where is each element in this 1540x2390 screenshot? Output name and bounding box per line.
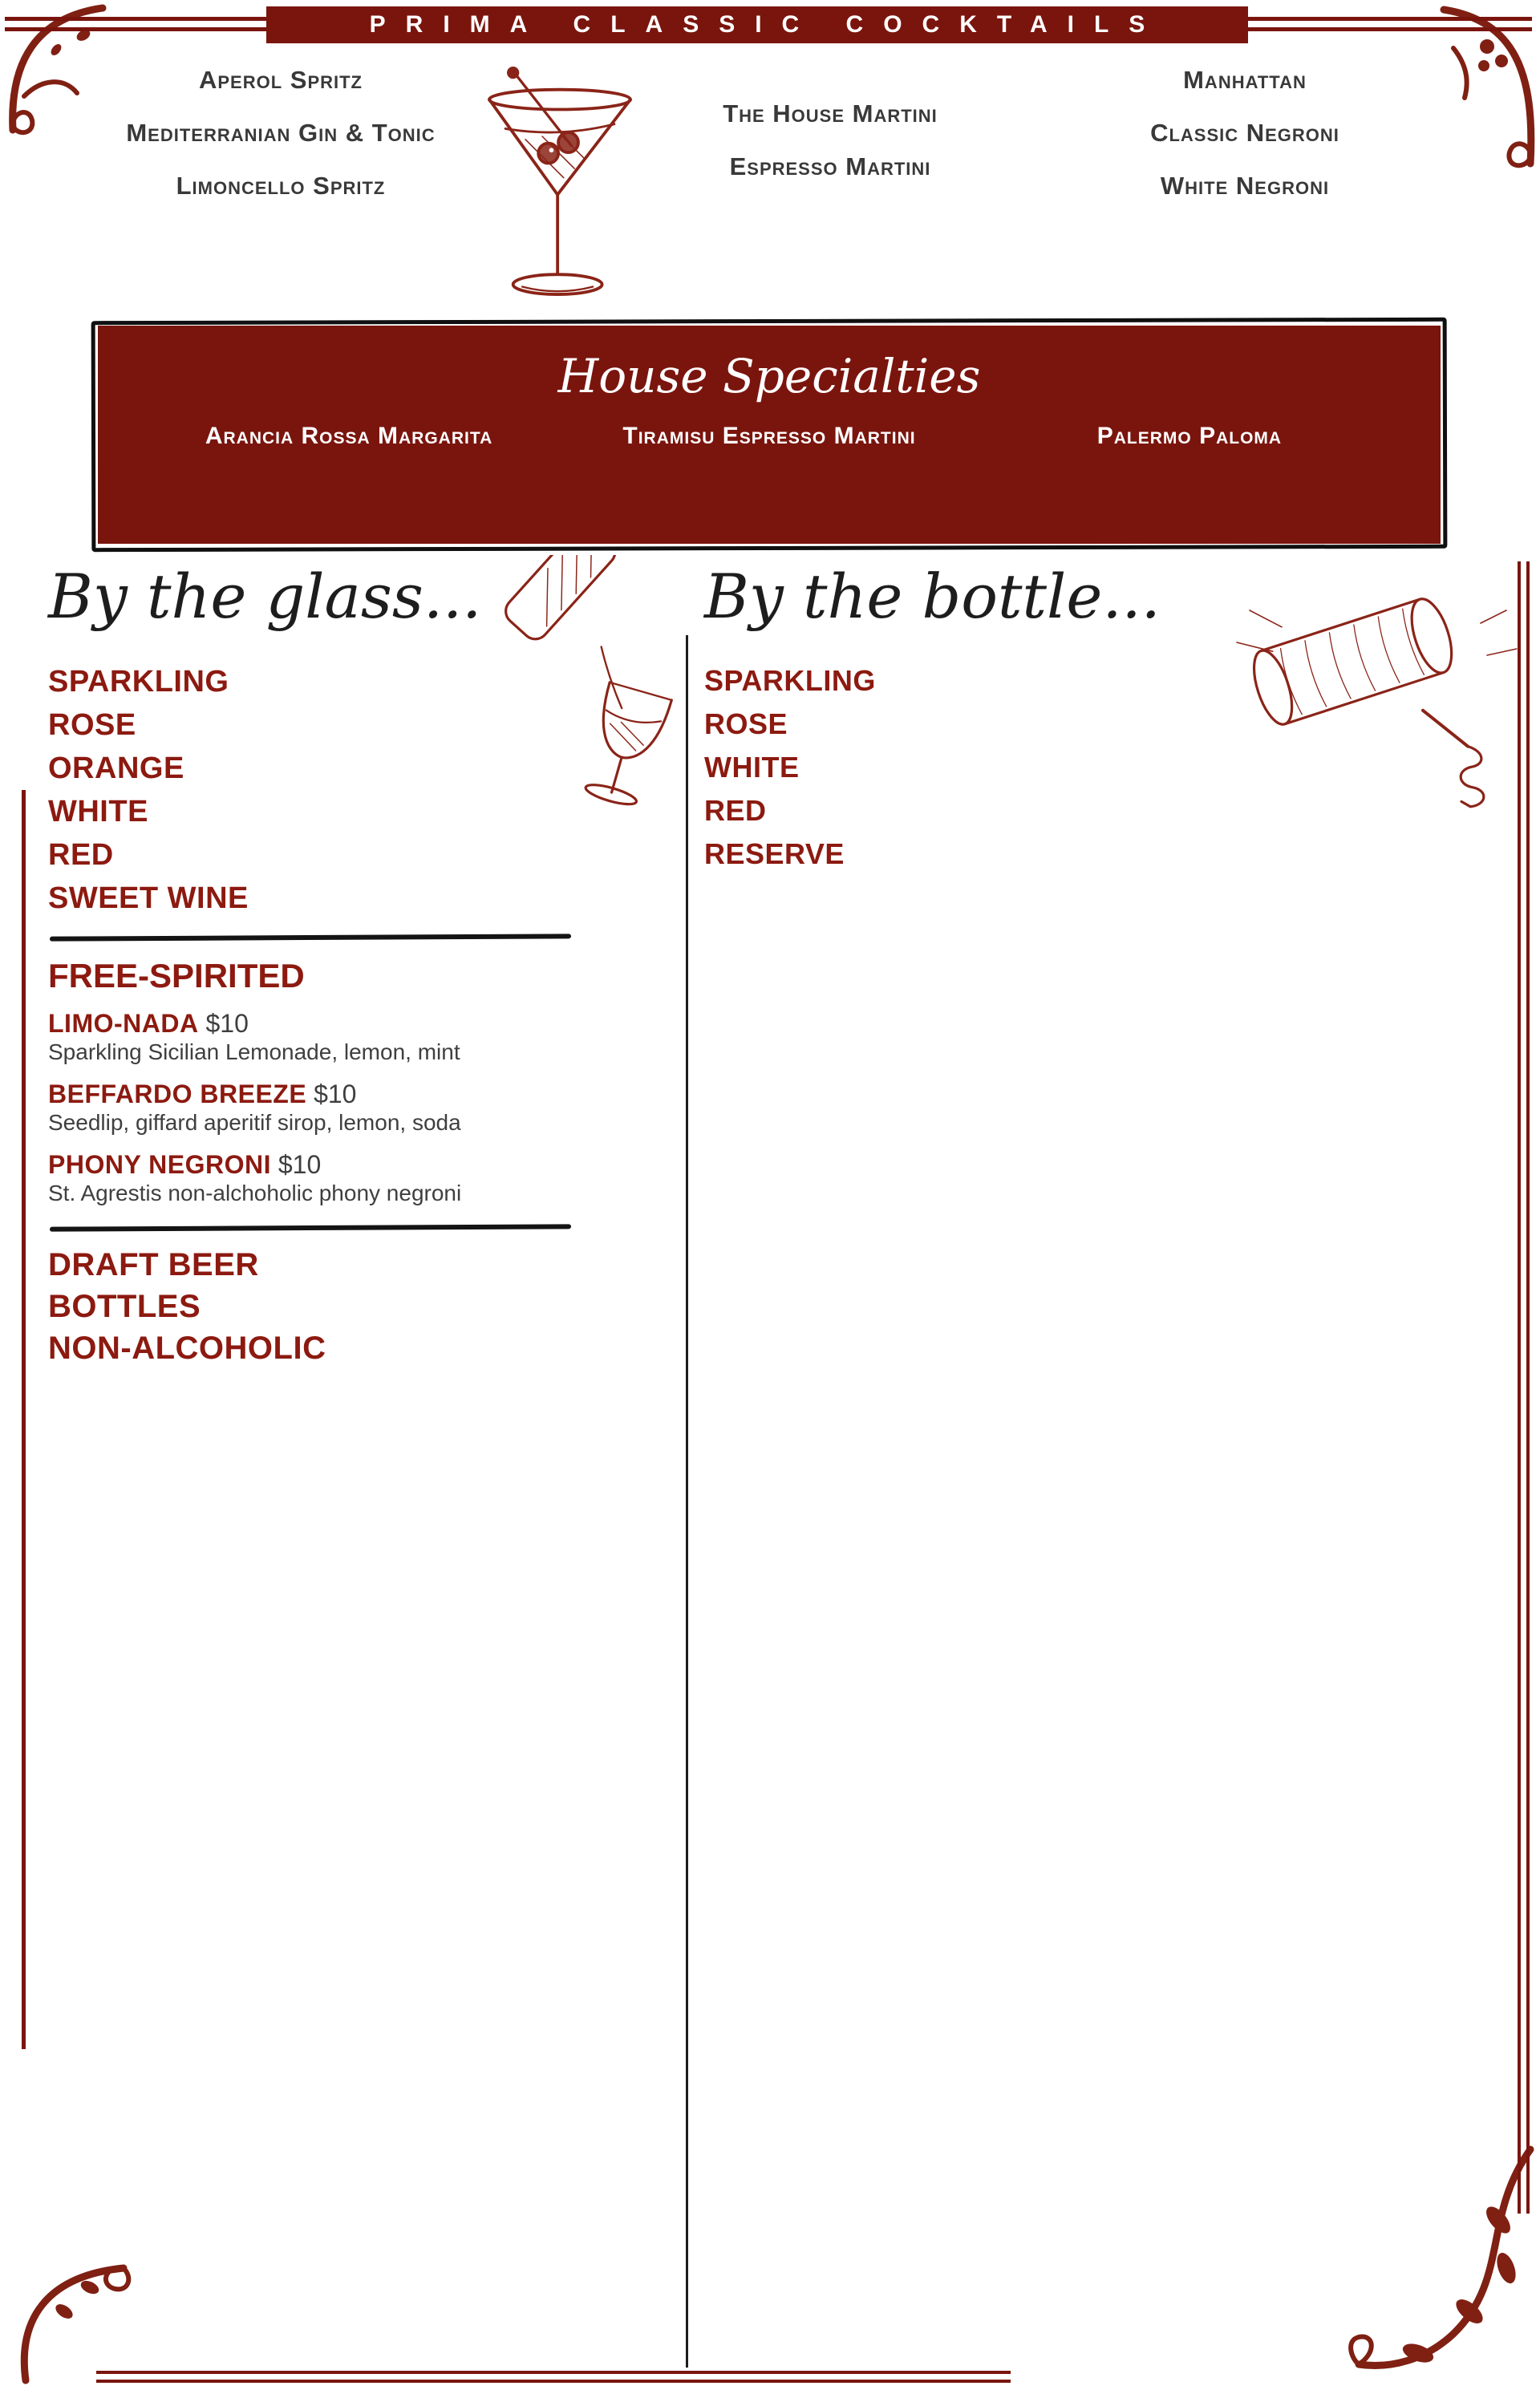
wine-section <box>48 837 687 873</box>
title-rule-left-top <box>5 17 268 21</box>
wine-section <box>704 794 1534 828</box>
title-rule-right-top <box>1243 17 1532 21</box>
beer-sections <box>48 1246 687 1367</box>
free-spirited-desc: St. Agrestis non-alchoholic phony negroni <box>48 1181 462 1205</box>
wine-section <box>48 707 687 743</box>
specialty-item <box>142 420 556 452</box>
cocktail-item <box>1012 170 1477 202</box>
cocktail-name: White Negroni <box>1160 172 1330 200</box>
glass-wine-sections <box>48 664 687 916</box>
specialties-title: House Specialties <box>557 349 981 403</box>
wine-section-title: WHITE <box>704 751 800 784</box>
cocktail-item <box>634 151 1027 183</box>
wine-section <box>704 751 1534 784</box>
wine-section-title: RESERVE <box>704 837 845 870</box>
cocktail-name: Mediterranian Gin & Tonic <box>126 119 436 147</box>
free-spirited-price: $10 <box>205 1009 249 1038</box>
free-spirited-items <box>48 1007 687 1206</box>
cocktail-name: The House Martini <box>723 99 938 128</box>
right-margin-rule-inner <box>1526 561 1530 2214</box>
brush-divider <box>50 1224 571 1231</box>
wine-section-title: ORANGE <box>48 751 184 785</box>
cocktail-item <box>56 64 505 96</box>
specialty-item <box>562 420 976 452</box>
bottom-rule-top <box>96 2371 1011 2374</box>
free-spirited-section <box>48 956 687 1206</box>
free-spirited-name-line <box>48 1007 687 1039</box>
cocktail-item <box>1012 64 1477 96</box>
wine-section-title: RED <box>704 794 767 827</box>
wine-section <box>704 664 1534 698</box>
beer-section-title: NON-ALCOHOLIC <box>48 1331 326 1366</box>
bottle-wine-sections <box>704 664 1534 871</box>
wine-section-title: WHITE <box>48 795 148 828</box>
wine-section-title: ROSE <box>48 708 136 742</box>
specialties-inner <box>98 326 1441 544</box>
by-the-bottle-column <box>704 557 1534 874</box>
bottom-right-flourish-icon <box>1341 2143 1540 2390</box>
brush-divider <box>50 934 571 941</box>
column-divider <box>686 635 688 2368</box>
title-rule-left-bottom <box>5 27 268 31</box>
bottom-left-flourish-icon <box>11 2238 140 2386</box>
cocktail-item <box>56 117 505 149</box>
cocktail-column-right <box>1012 64 1477 223</box>
wine-section-title: SPARKLING <box>704 664 876 697</box>
specialty-name: Arancia Rossa Margarita <box>205 423 493 449</box>
wine-section <box>48 881 687 916</box>
wine-section <box>704 837 1534 871</box>
cocktail-item <box>634 98 1027 130</box>
specialty-name: Tiramisu Espresso Martini <box>622 423 916 449</box>
free-spirited-name: LIMO-NADA <box>48 1009 199 1038</box>
free-spirited-name: BEFFARDO BREEZE <box>48 1080 307 1108</box>
cocktail-name: Espresso Martini <box>729 152 931 180</box>
beer-section <box>48 1330 687 1367</box>
cocktail-name: Classic Negroni <box>1150 119 1339 147</box>
wine-section-title: ROSE <box>704 707 788 740</box>
wine-section <box>48 794 687 829</box>
cocktail-name: Limoncello Spritz <box>176 172 386 200</box>
specialties-row <box>98 420 1441 452</box>
free-spirited-item <box>48 1007 687 1065</box>
page-title: PRIMA CLASSIC COCKTAILS <box>266 6 1248 43</box>
cocktail-item <box>56 170 505 202</box>
specialty-item <box>983 420 1396 452</box>
free-spirited-name: PHONY NEGRONI <box>48 1150 271 1179</box>
free-spirited-name-line <box>48 1078 687 1110</box>
free-spirited-desc: Seedlip, giffard aperitif sirop, lemon, soda <box>48 1110 461 1135</box>
free-spirited-price: $10 <box>278 1150 322 1179</box>
free-spirited-title: FREE-SPIRITED <box>48 957 305 994</box>
house-specialties-panel <box>91 319 1447 550</box>
by-the-bottle-heading: By the bottle... <box>704 561 1161 632</box>
free-spirited-price: $10 <box>314 1080 357 1108</box>
beer-section <box>48 1246 687 1283</box>
cocktail-name: Aperol Spritz <box>198 66 363 94</box>
beer-section <box>48 1288 687 1325</box>
wine-section-title: SPARKLING <box>48 665 229 699</box>
left-margin-rule <box>22 790 26 2049</box>
right-margin-rule-outer <box>1518 561 1521 2214</box>
beer-section-title: BOTTLES <box>48 1289 201 1324</box>
cocktail-column-left <box>56 64 505 223</box>
title-rule-right-bottom <box>1243 27 1532 31</box>
wine-section-title: SWEET WINE <box>48 881 249 915</box>
free-spirited-name-line <box>48 1148 687 1181</box>
specialty-name: Palermo Paloma <box>1096 423 1283 449</box>
free-spirited-desc: Sparkling Sicilian Lemonade, lemon, mint <box>48 1039 460 1064</box>
free-spirited-item <box>48 1078 687 1136</box>
wine-section <box>704 707 1534 741</box>
cocktail-column-center <box>634 98 1027 204</box>
beer-section-title: DRAFT BEER <box>48 1247 259 1282</box>
wine-section-title: RED <box>48 838 114 872</box>
free-spirited-item <box>48 1148 687 1206</box>
by-the-glass-column <box>48 557 687 1370</box>
cocktail-item <box>1012 117 1477 149</box>
bottom-rule-bottom <box>96 2380 1011 2383</box>
by-the-glass-heading: By the glass... <box>48 561 482 632</box>
wine-section <box>48 664 687 699</box>
cocktail-name: Manhattan <box>1183 66 1307 94</box>
wine-section <box>48 751 687 786</box>
